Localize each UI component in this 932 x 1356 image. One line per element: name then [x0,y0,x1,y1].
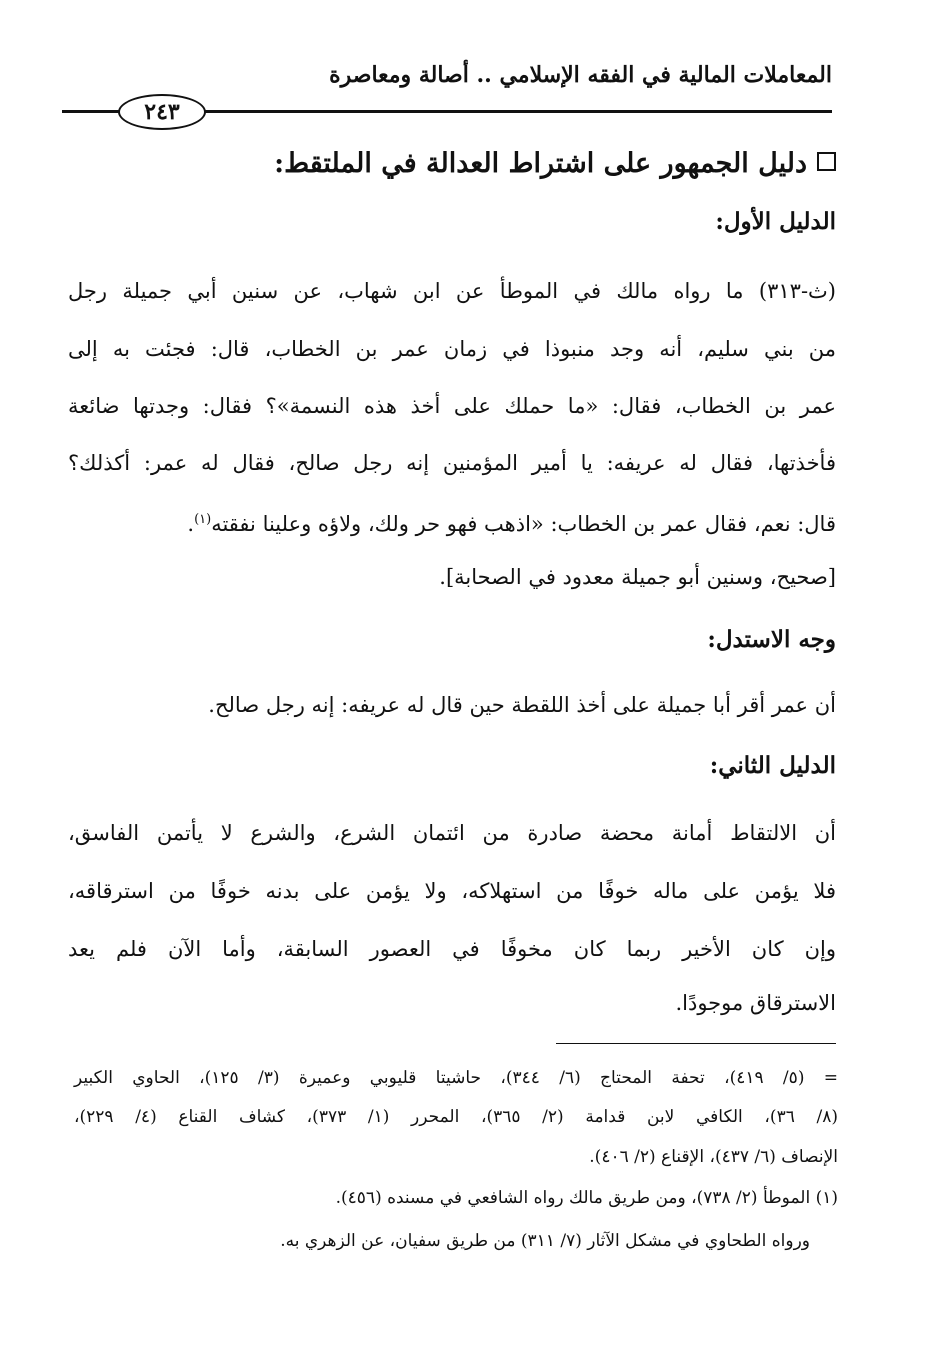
footnote-ref-1: (١) [194,512,212,527]
evidence-two-line-4: الاسترقاق موجودًا. [675,991,836,1015]
checkbox-square-icon [817,152,836,171]
footnote-line-3: الإنصاف (٦/ ٤٣٧)، الإقناع (٢/ ٤٠٦). [589,1147,838,1167]
inference-text: أن عمر أقر أبا جميلة على أخذ اللقطة حين قال له عريفه: إنه رجل صالح. [208,693,836,717]
evidence-one-line-5-text: قال: نعم، فقال عمر بن الخطاب: «اذهب فهو حر ولك، ولاؤه وعلينا نفقته [211,512,836,536]
running-header-title: المعاملات المالية في الفقه الإسلامي .. أصالة ومعاصرة [329,62,832,88]
footnote-line-2: (٨/ ٣٦)، الكافي لابن قدامة (٢/ ٣٦٥)، المحرر (١/ ٣٧٣)، كشاف القناع (٤/ ٢٢٩)، [74,1107,838,1127]
evidence-two-line-2: فلا يؤمن على ماله خوفًا من استهلاكه، ولا يؤمن على بدنه خوفًا من استرقاقه، [68,879,836,903]
footnote-line-1: = (٥/ ٤١٩)، تحفة المحتاج (٦/ ٣٤٤)، حاشيتا قليوبي وعميرة (٣/ ١٢٥)، الحاوي الكبير [74,1068,839,1088]
evidence-one-line-3: عمر بن الخطاب، فقال: «ما حملك على أخذ هذه النسمة»؟ فقال: وجدتها ضائعة [68,394,836,418]
evidence-one-heading: الدليل الأول: [715,208,836,235]
inference-heading: وجه الاستدل: [707,626,836,653]
evidence-two-line-3: وإن كان الأخير ربما كان مخوفًا في العصور السابقة، وأما الآن فلم يعد [68,937,836,961]
evidence-one-line-5-end: . [187,512,195,536]
footnote-rule [556,1043,836,1044]
evidence-two-line-1: أن الالتقاط أمانة محضة صادرة من ائتمان الشرع، والشرع لا يأتمن الفاسق، [68,821,836,845]
page-number: ٢٤٣ [118,94,206,130]
evidence-one-line-1: (ث-٣١٣) ما رواه مالك في الموطأ عن ابن شهاب، عن سنين أبي جميلة رجل [68,279,836,303]
footnote-line-5: ورواه الطحاوي في مشكل الآثار (٧/ ٣١١) من طريق سفيان، عن الزهري به. [280,1231,810,1251]
footnote-line-4: (١) الموطأ (٢/ ٧٣٨)، ومن طريق مالك رواه الشافعي في مسنده (٤٥٦). [335,1188,838,1208]
hadith-grading: [صحيح، وسنين أبو جميلة معدود في الصحابة]. [439,565,836,589]
evidence-one-line-5 [68,505,836,539]
evidence-two-heading: الدليل الثاني: [709,752,836,779]
section-title-text: دليل الجمهور على اشتراط العدالة في الملتقط: [274,148,807,179]
evidence-one-line-2: من بني سليم، أنه وجد منبوذا في زمان عمر بن الخطاب، قال: فجئت به إلى [68,337,836,361]
section-title [60,148,836,179]
evidence-one-line-4: فأخذتها، فقال له عريفه: يا أمير المؤمنين إنه رجل صالح، فقال له عمر: أكذلك؟ [68,451,836,475]
